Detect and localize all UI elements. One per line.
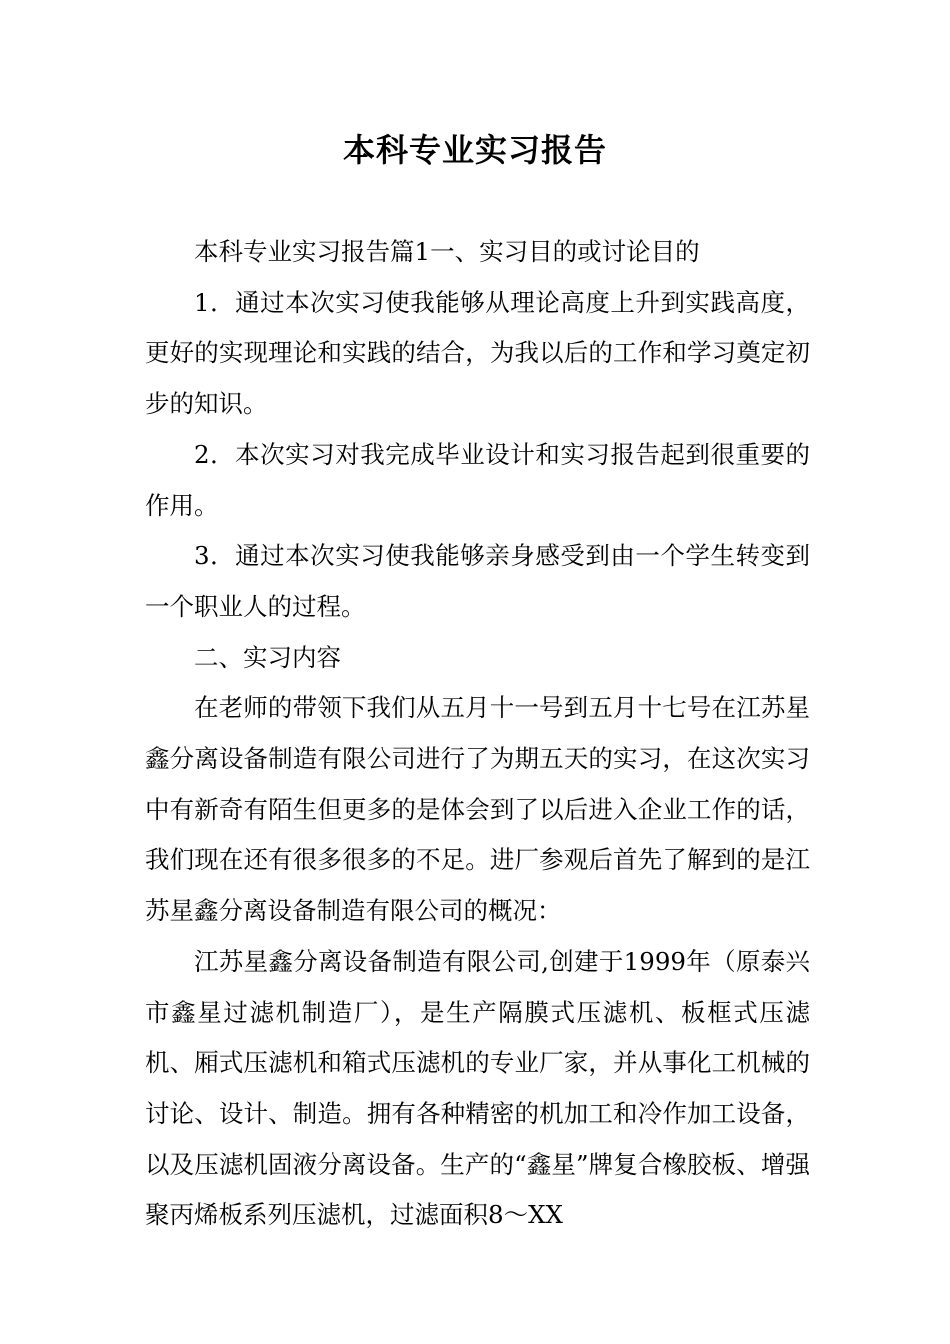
paragraph: 在老师的带领下我们从五月十一号到五月十七号在江苏星鑫分离设备制造有限公司进行了为期五天的实习，在这次实习中有新奇有陌生但更多的是体会到了以后进入企业工作的话，我们现在还有很多很多的不足。进厂参观后首先了解到的是江苏星鑫分离设备制造有限公司的概况： [145, 693, 810, 926]
document-title: 本科专业实习报告 [342, 131, 607, 169]
section-heading: 二、实习内容 [194, 642, 341, 672]
paragraph: 本科专业实习报告篇1一、实习目的或讨论目的 [194, 237, 700, 266]
paragraph: 2．本次实习对我完成毕业设计和实习报告起到很重要的作用。 [145, 439, 810, 520]
paragraph: 江苏星鑫分离设备制造有限公司,创建于1999年（原泰兴市鑫星过滤机制造厂），是生产隔膜式压滤机、板框式压滤机、厢式压滤机和箱式压滤机的专业厂家，并从事化工机械的讨论、设计、制造。拥有各种精密的机加工和冷作加工设备，以及压滤机固液分离设备。生产的“鑫星”牌复合橡胶板、增强聚丙烯板系列压滤机，过滤面积8～XX [145, 946, 810, 1230]
paragraph: 3．通过本次实习使我能够亲身感受到由一个学生转变到一个职业人的过程。 [145, 541, 810, 621]
paragraph: 1．通过本次实习使我能够从理论高度上升到实践高度，更好的实现理论和实践的结合，为我以后的工作和学习奠定初步的知识。 [145, 287, 810, 419]
document-body [145, 227, 810, 1241]
